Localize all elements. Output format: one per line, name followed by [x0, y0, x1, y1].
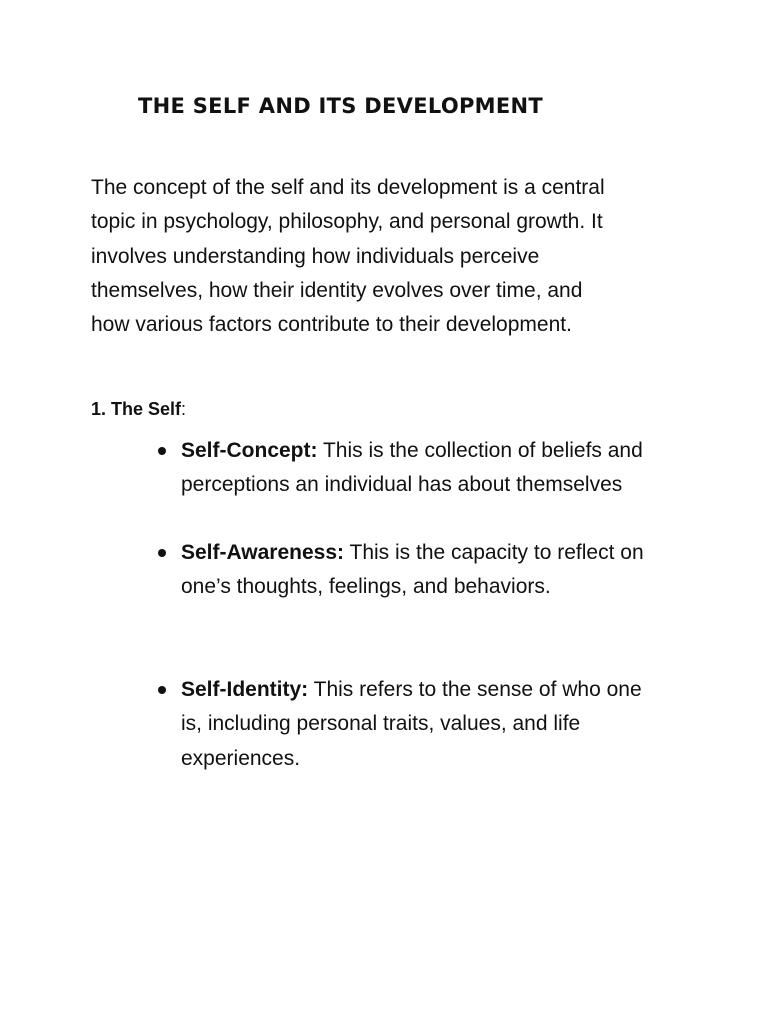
- bullet-term: Self-Concept:: [181, 439, 318, 462]
- document-title: THE SELF AND ITS DEVELOPMENT: [138, 94, 544, 118]
- bullet-item-self-concept: [181, 434, 701, 503]
- bullet-dot-icon: [158, 447, 166, 455]
- bullet-line: is, including personal traits, values, and life: [181, 712, 581, 736]
- bullet-text: This is the collection of beliefs and: [317, 439, 643, 462]
- bullet-line: [181, 673, 701, 707]
- section-heading: [91, 396, 186, 422]
- bullet-term: Self-Awareness:: [181, 541, 345, 564]
- bullet-dot-icon: [158, 686, 166, 694]
- intro-line: The concept of the self and its development is a central: [91, 176, 605, 199]
- section-heading-colon: :: [181, 399, 187, 419]
- bullet-item-self-identity: [181, 673, 701, 776]
- intro-line: involves understanding how individuals perceive: [91, 244, 540, 268]
- bullet-item-self-awareness: [181, 536, 701, 605]
- bullet-term: Self-Identity:: [181, 678, 309, 701]
- bullet-dot-icon: [158, 549, 166, 557]
- bullet-line: [181, 434, 701, 468]
- bullet-text: This refers to the sense of who one: [308, 678, 642, 701]
- intro-line: themselves, how their identity evolves over time, and: [91, 278, 583, 302]
- bullet-line: one’s thoughts, feelings, and behaviors.: [181, 575, 551, 599]
- intro-paragraph: [91, 171, 691, 342]
- bullet-line: experiences.: [181, 746, 301, 770]
- intro-line: how various factors contribute to their development.: [91, 313, 572, 337]
- intro-line: topic in psychology, philosophy, and personal growth. It: [91, 210, 603, 234]
- bullet-line: [181, 536, 701, 570]
- bullet-text: This is the capacity to reflect on: [344, 541, 644, 564]
- section-heading-text: 1. The Self: [91, 399, 182, 419]
- bullet-line: perceptions an individual has about themselves: [181, 473, 623, 497]
